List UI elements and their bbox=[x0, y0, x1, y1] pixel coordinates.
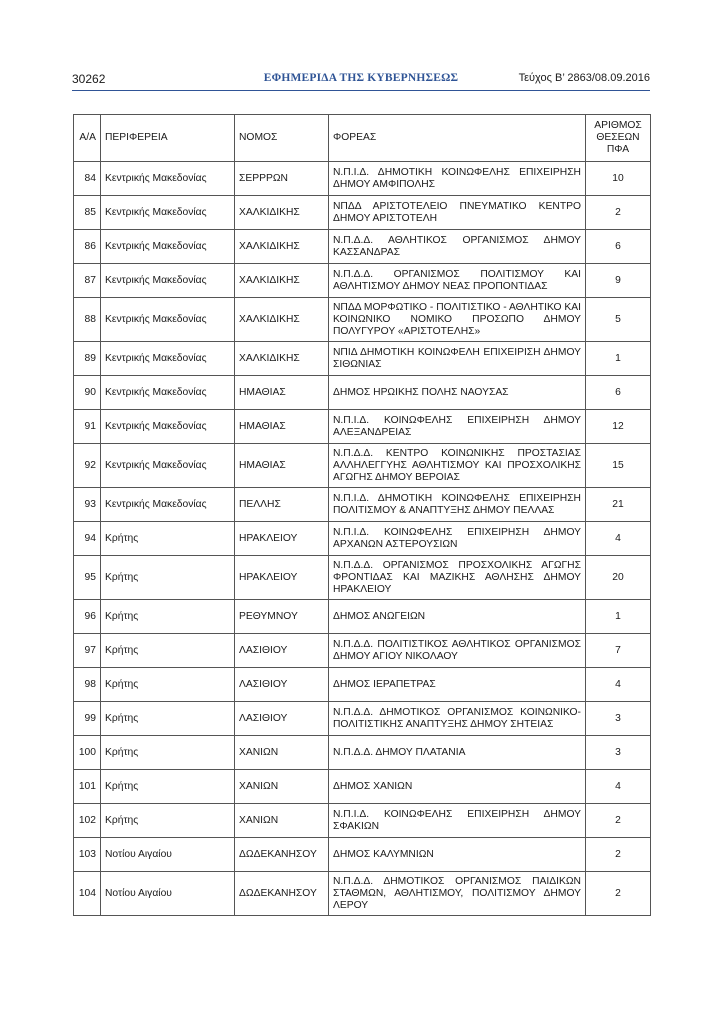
cell-aa: 87 bbox=[74, 264, 101, 298]
cell-theseis: 15 bbox=[586, 444, 651, 488]
cell-aa: 88 bbox=[74, 298, 101, 342]
table-row bbox=[74, 804, 651, 838]
cell-perifereia: Κεντρικής Μακεδονίας bbox=[101, 342, 235, 376]
cell-foreas: Ν.Π.Ι.Δ. ΚΟΙΝΩΦΕΛΗΣ ΕΠΙΧΕΙΡΗΣΗ ΔΗΜΟΥ ΑΛΕΞΑΝΔΡΕΙΑΣ bbox=[329, 410, 586, 444]
cell-theseis: 3 bbox=[586, 702, 651, 736]
cell-perifereia: Κρήτης bbox=[101, 634, 235, 668]
cell-foreas: Ν.Π.Δ.Δ. ΔΗΜΟΤΙΚΟΣ ΟΡΓΑΝΙΣΜΟΣ ΚΟΙΝΩΝΙΚΟ-ΠΟΛΙΤΙΣΤΙΚΗΣ ΑΝΑΠΤΥΞΗΣ ΔΗΜΟΥ ΣΗΤΕΙΑΣ bbox=[329, 702, 586, 736]
cell-foreas: Ν.Π.Δ.Δ. ΟΡΓΑΝΙΣΜΟΣ ΠΡΟΣΧΟΛΙΚΗΣ ΑΓΩΓΗΣ ΦΡΟΝΤΙΔΑΣ ΚΑΙ ΜΑΖΙΚΗΣ ΑΘΛΗΣΗΣ ΔΗΜΟΥ ΗΡΑΚΛΕΙΟΥ bbox=[329, 556, 586, 600]
table-row bbox=[74, 196, 651, 230]
table-row bbox=[74, 634, 651, 668]
cell-aa: 85 bbox=[74, 196, 101, 230]
cell-foreas: Ν.Π.Δ.Δ. ΚΕΝΤΡΟ ΚΟΙΝΩΝΙΚΗΣ ΠΡΟΣΤΑΣΙΑΣ ΑΛΛΗΛΕΓΓΥΗΣ ΑΘΛΗΤΙΣΜΟΥ ΚΑΙ ΠΡΟΣΧΟΛΙΚΗΣ ΑΓΩΓΗΣ ΔΗΜΟΥ ΒΕΡΟΙΑΣ bbox=[329, 444, 586, 488]
cell-theseis: 7 bbox=[586, 634, 651, 668]
cell-perifereia: Νοτίου Αιγαίου bbox=[101, 872, 235, 916]
cell-foreas: ΔΗΜΟΣ ΑΝΩΓΕΙΩΝ bbox=[329, 600, 586, 634]
cell-aa: 91 bbox=[74, 410, 101, 444]
cell-perifereia: Κρήτης bbox=[101, 736, 235, 770]
cell-aa: 98 bbox=[74, 668, 101, 702]
cell-foreas: ΔΗΜΟΣ ΙΕΡΑΠΕΤΡΑΣ bbox=[329, 668, 586, 702]
cell-aa: 100 bbox=[74, 736, 101, 770]
cell-nomos: ΗΡΑΚΛΕΙΟΥ bbox=[235, 522, 329, 556]
cell-perifereia: Κεντρικής Μακεδονίας bbox=[101, 230, 235, 264]
cell-perifereia: Κεντρικής Μακεδονίας bbox=[101, 298, 235, 342]
cell-theseis: 4 bbox=[586, 770, 651, 804]
cell-theseis: 2 bbox=[586, 872, 651, 916]
cell-foreas: ΔΗΜΟΣ ΚΑΛΥΜΝΙΩΝ bbox=[329, 838, 586, 872]
table-row bbox=[74, 872, 651, 916]
journal-title: ΕΦΗΜΕΡΙΔΑ ΤΗΣ ΚΥΒΕΡΝΗΣΕΩΣ bbox=[263, 72, 459, 84]
cell-aa: 103 bbox=[74, 838, 101, 872]
table-row bbox=[74, 600, 651, 634]
cell-nomos: ΧΑΛΚΙΔΙΚΗΣ bbox=[235, 196, 329, 230]
cell-perifereia: Κρήτης bbox=[101, 668, 235, 702]
cell-aa: 96 bbox=[74, 600, 101, 634]
cell-nomos: ΛΑΣΙΘΙΟΥ bbox=[235, 668, 329, 702]
table-row bbox=[74, 410, 651, 444]
cell-nomos: ΗΜΑΘΙΑΣ bbox=[235, 410, 329, 444]
cell-nomos: ΗΜΑΘΙΑΣ bbox=[235, 444, 329, 488]
table-header-row bbox=[74, 115, 651, 162]
cell-theseis: 3 bbox=[586, 736, 651, 770]
column-header-aa: Α/Α bbox=[74, 115, 101, 162]
cell-aa: 102 bbox=[74, 804, 101, 838]
cell-theseis: 9 bbox=[586, 264, 651, 298]
cell-perifereia: Κρήτης bbox=[101, 522, 235, 556]
cell-nomos: ΗΡΑΚΛΕΙΟΥ bbox=[235, 556, 329, 600]
table-row bbox=[74, 668, 651, 702]
cell-perifereia: Κρήτης bbox=[101, 600, 235, 634]
cell-foreas: ΝΠΔΔ ΜΟΡΦΩΤΙΚΟ - ΠΟΛΙΤΙΣΤΙΚΟ - ΑΘΛΗΤΙΚΟ ΚΑΙ ΚΟΙΝΩΝΙΚΟ ΝΟΜΙΚΟ ΠΡΟΣΩΠΟ ΔΗΜΟΥ ΠΟΛΥΓΥΡΟΥ «ΑΡΙΣΤΟΤΕΛΗΣ» bbox=[329, 298, 586, 342]
positions-table bbox=[73, 114, 651, 916]
cell-nomos: ΛΑΣΙΘΙΟΥ bbox=[235, 702, 329, 736]
table-row bbox=[74, 770, 651, 804]
cell-perifereia: Κρήτης bbox=[101, 770, 235, 804]
cell-nomos: ΗΜΑΘΙΑΣ bbox=[235, 376, 329, 410]
cell-nomos: ΡΕΘΥΜΝΟΥ bbox=[235, 600, 329, 634]
column-header-perifereia: ΠΕΡΙΦΕΡΕΙΑ bbox=[101, 115, 235, 162]
cell-foreas: ΝΠΙΔ ΔΗΜΟΤΙΚΗ ΚΟΙΝΩΦΕΛΗ ΕΠΙΧΕΙΡΙΣΗ ΔΗΜΟΥ ΣΙΘΩΝΙΑΣ bbox=[329, 342, 586, 376]
cell-perifereia: Κεντρικής Μακεδονίας bbox=[101, 264, 235, 298]
cell-aa: 92 bbox=[74, 444, 101, 488]
cell-foreas: Ν.Π.Δ.Δ. ΑΘΛΗΤΙΚΟΣ ΟΡΓΑΝΙΣΜΟΣ ΔΗΜΟΥ ΚΑΣΣΑΝΔΡΑΣ bbox=[329, 230, 586, 264]
cell-nomos: ΧΑΝΙΩΝ bbox=[235, 770, 329, 804]
cell-foreas: ΔΗΜΟΣ ΧΑΝΙΩΝ bbox=[329, 770, 586, 804]
cell-aa: 86 bbox=[74, 230, 101, 264]
cell-foreas: ΔΗΜΟΣ ΗΡΩΙΚΗΣ ΠΟΛΗΣ ΝΑΟΥΣΑΣ bbox=[329, 376, 586, 410]
cell-aa: 90 bbox=[74, 376, 101, 410]
cell-theseis: 12 bbox=[586, 410, 651, 444]
column-header-nomos: ΝΟΜΟΣ bbox=[235, 115, 329, 162]
cell-perifereia: Κεντρικής Μακεδονίας bbox=[101, 376, 235, 410]
cell-theseis: 6 bbox=[586, 230, 651, 264]
cell-foreas: ΝΠΔΔ ΑΡΙΣΤΟΤΕΛΕΙΟ ΠΝΕΥΜΑΤΙΚΟ ΚΕΝΤΡΟ ΔΗΜΟΥ ΑΡΙΣΤΟΤΕΛΗ bbox=[329, 196, 586, 230]
cell-nomos: ΠΕΛΛΗΣ bbox=[235, 488, 329, 522]
cell-theseis: 1 bbox=[586, 600, 651, 634]
page-header bbox=[72, 72, 650, 88]
issue-reference: Τεύχος Β’ 2863/08.09.2016 bbox=[518, 72, 650, 84]
cell-perifereia: Κρήτης bbox=[101, 702, 235, 736]
cell-foreas: Ν.Π.Δ.Δ. ΔΗΜΟΤΙΚΟΣ ΟΡΓΑΝΙΣΜΟΣ ΠΑΙΔΙΚΩΝ ΣΤΑΘΜΩΝ, ΑΘΛΗΤΙΣΜΟΥ, ΠΟΛΙΤΙΣΜΟΥ ΔΗΜΟΥ ΛΕΡΟΥ bbox=[329, 872, 586, 916]
cell-aa: 99 bbox=[74, 702, 101, 736]
cell-perifereia: Κρήτης bbox=[101, 804, 235, 838]
cell-foreas: Ν.Π.Δ.Δ. ΠΟΛΙΤΙΣΤΙΚΟΣ ΑΘΛΗΤΙΚΟΣ ΟΡΓΑΝΙΣΜΟΣ ΔΗΜΟΥ ΑΓΙΟΥ ΝΙΚΟΛΑΟΥ bbox=[329, 634, 586, 668]
cell-perifereia: Κεντρικής Μακεδονίας bbox=[101, 196, 235, 230]
cell-perifereia: Κεντρικής Μακεδονίας bbox=[101, 410, 235, 444]
cell-perifereia: Κεντρικής Μακεδονίας bbox=[101, 488, 235, 522]
cell-nomos: ΧΑΛΚΙΔΙΚΗΣ bbox=[235, 230, 329, 264]
cell-foreas: Ν.Π.Ι.Δ. ΔΗΜΟΤΙΚΗ ΚΟΙΝΩΦΕΛΗΣ ΕΠΙΧΕΙΡΗΣΗ ΠΟΛΙΤΙΣΜΟΥ & ΑΝΑΠΤΥΞΗΣ ΔΗΜΟΥ ΠΕΛΛΑΣ bbox=[329, 488, 586, 522]
table-row bbox=[74, 736, 651, 770]
cell-perifereia: Κεντρικής Μακεδονίας bbox=[101, 162, 235, 196]
column-header-foreas: ΦΟΡΕΑΣ bbox=[329, 115, 586, 162]
cell-aa: 84 bbox=[74, 162, 101, 196]
table-row bbox=[74, 298, 651, 342]
cell-foreas: Ν.Π.Δ.Δ. ΔΗΜΟΥ ΠΛΑΤΑΝΙΑ bbox=[329, 736, 586, 770]
cell-aa: 104 bbox=[74, 872, 101, 916]
cell-foreas: Ν.Π.Ι.Δ. ΔΗΜΟΤΙΚΗ ΚΟΙΝΩΦΕΛΗΣ ΕΠΙΧΕΙΡΗΣΗ ΔΗΜΟΥ ΑΜΦΙΠΟΛΗΣ bbox=[329, 162, 586, 196]
cell-foreas: Ν.Π.Ι.Δ. ΚΟΙΝΩΦΕΛΗΣ ΕΠΙΧΕΙΡΗΣΗ ΔΗΜΟΥ ΣΦΑΚΙΩΝ bbox=[329, 804, 586, 838]
cell-nomos: ΣΕΡΡΡΩΝ bbox=[235, 162, 329, 196]
table-row bbox=[74, 342, 651, 376]
cell-aa: 97 bbox=[74, 634, 101, 668]
column-header-theseis: ΑΡΙΘΜΟΣ ΘΕΣΕΩΝ ΠΦΑ bbox=[586, 115, 651, 162]
cell-theseis: 6 bbox=[586, 376, 651, 410]
cell-perifereia: Κεντρικής Μακεδονίας bbox=[101, 444, 235, 488]
table-row bbox=[74, 702, 651, 736]
cell-perifereia: Νοτίου Αιγαίου bbox=[101, 838, 235, 872]
table-row bbox=[74, 230, 651, 264]
cell-theseis: 4 bbox=[586, 522, 651, 556]
table-row bbox=[74, 264, 651, 298]
cell-nomos: ΔΩΔΕΚΑΝΗΣΟΥ bbox=[235, 838, 329, 872]
cell-aa: 95 bbox=[74, 556, 101, 600]
table-row bbox=[74, 444, 651, 488]
cell-aa: 94 bbox=[74, 522, 101, 556]
cell-aa: 89 bbox=[74, 342, 101, 376]
cell-nomos: ΧΑΝΙΩΝ bbox=[235, 736, 329, 770]
cell-theseis: 21 bbox=[586, 488, 651, 522]
cell-perifereia: Κρήτης bbox=[101, 556, 235, 600]
cell-aa: 93 bbox=[74, 488, 101, 522]
cell-foreas: Ν.Π.Δ.Δ. ΟΡΓΑΝΙΣΜΟΣ ΠΟΛΙΤΙΣΜΟΥ ΚΑΙ ΑΘΛΗΤΙΣΜΟΥ ΔΗΜΟΥ ΝΕΑΣ ΠΡΟΠΟΝΤΙΔΑΣ bbox=[329, 264, 586, 298]
header-rule bbox=[72, 90, 650, 91]
cell-nomos: ΛΑΣΙΘΙΟΥ bbox=[235, 634, 329, 668]
table-row bbox=[74, 838, 651, 872]
cell-theseis: 2 bbox=[586, 838, 651, 872]
cell-nomos: ΧΑΛΚΙΔΙΚΗΣ bbox=[235, 342, 329, 376]
cell-nomos: ΔΩΔΕΚΑΝΗΣΟΥ bbox=[235, 872, 329, 916]
table-row bbox=[74, 488, 651, 522]
cell-theseis: 10 bbox=[586, 162, 651, 196]
cell-nomos: ΧΑΝΙΩΝ bbox=[235, 804, 329, 838]
cell-theseis: 2 bbox=[586, 196, 651, 230]
cell-theseis: 2 bbox=[586, 804, 651, 838]
cell-foreas: Ν.Π.Ι.Δ. ΚΟΙΝΩΦΕΛΗΣ ΕΠΙΧΕΙΡΗΣΗ ΔΗΜΟΥ ΑΡΧΑΝΩΝ ΑΣΤΕΡΟΥΣΙΩΝ bbox=[329, 522, 586, 556]
cell-aa: 101 bbox=[74, 770, 101, 804]
table-row bbox=[74, 376, 651, 410]
cell-nomos: ΧΑΛΚΙΔΙΚΗΣ bbox=[235, 298, 329, 342]
cell-theseis: 1 bbox=[586, 342, 651, 376]
table-row bbox=[74, 522, 651, 556]
cell-theseis: 20 bbox=[586, 556, 651, 600]
table-row bbox=[74, 556, 651, 600]
cell-nomos: ΧΑΛΚΙΔΙΚΗΣ bbox=[235, 264, 329, 298]
table-row bbox=[74, 162, 651, 196]
cell-theseis: 4 bbox=[586, 668, 651, 702]
cell-theseis: 5 bbox=[586, 298, 651, 342]
page-number: 30262 bbox=[72, 72, 106, 86]
